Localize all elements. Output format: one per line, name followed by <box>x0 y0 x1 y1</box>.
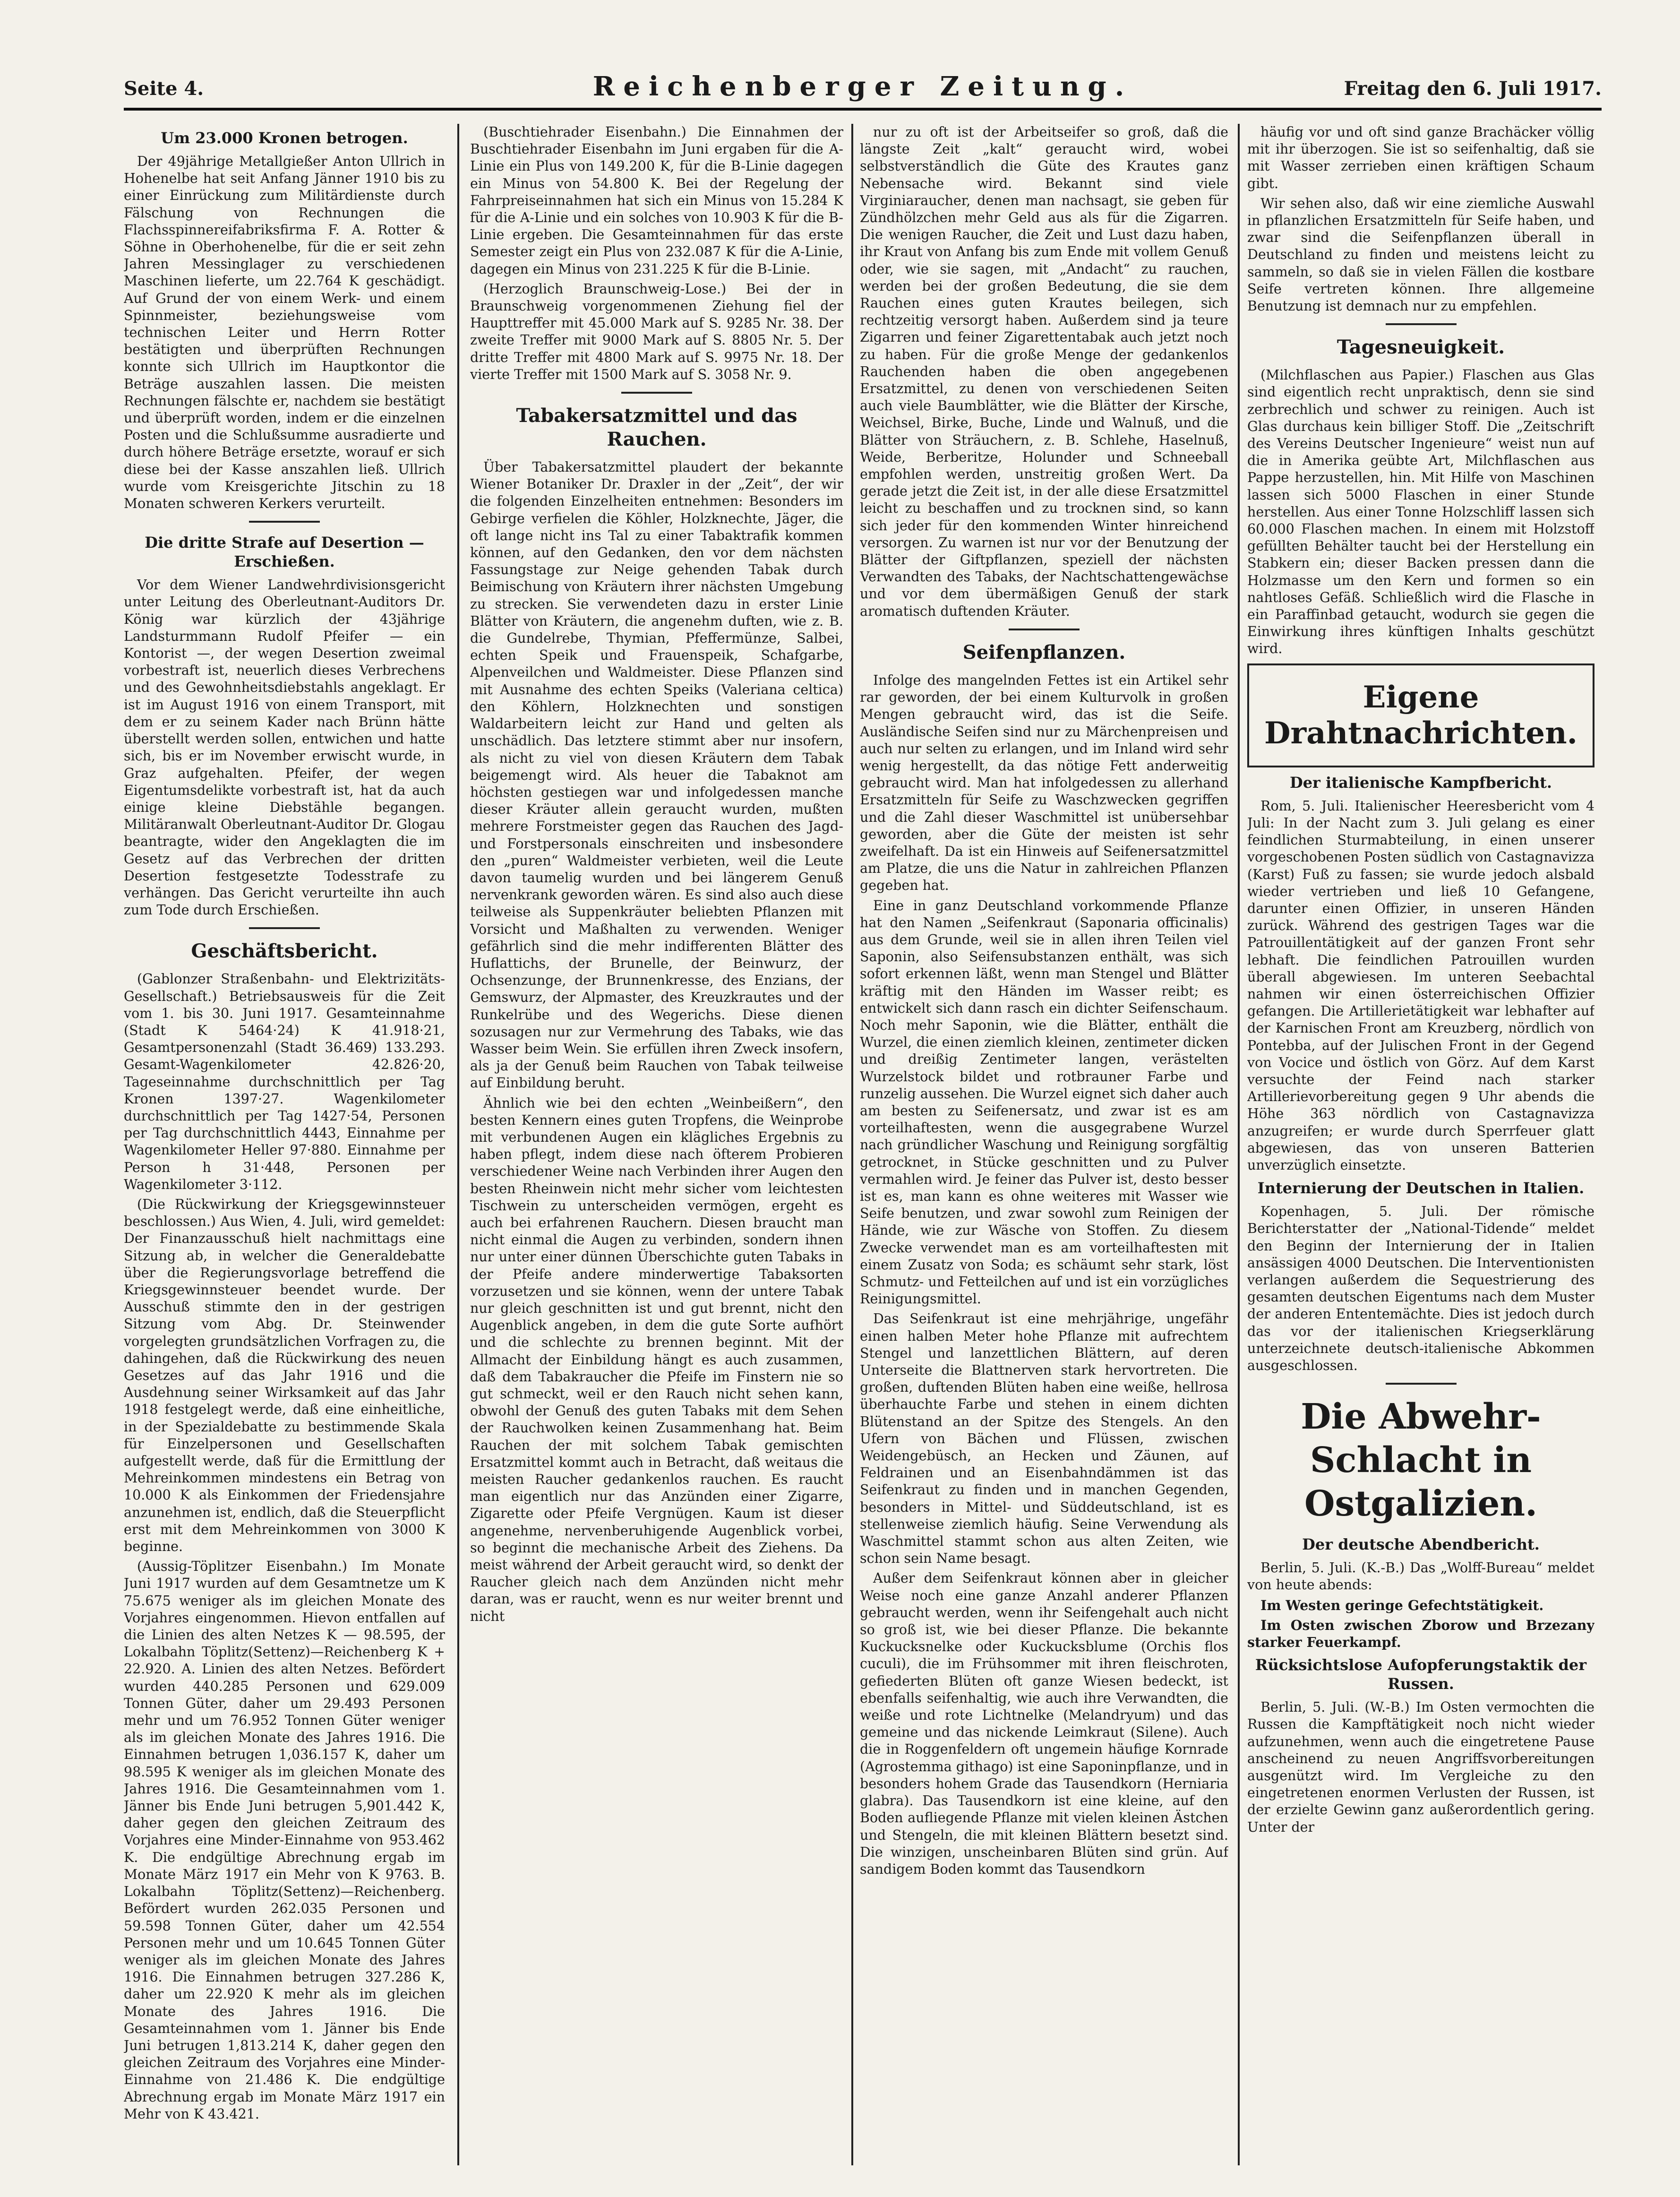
headline-geschaeftsbericht: Geschäftsbericht. <box>191 940 378 963</box>
column-3 <box>860 124 1228 2175</box>
headline-abwehrschlacht: Die Abwehr-Schlacht in Ostgalizien. <box>1301 1396 1541 1525</box>
headline-abendbericht: Der deutsche Abendbericht. <box>1302 1535 1540 1554</box>
headline-internierung: Internierung der Deutschen in Italien. <box>1257 1179 1585 1198</box>
headline-drahtnachrichten: Eigene Drahtnachrichten. <box>1264 679 1577 751</box>
column-4 <box>1247 124 1594 2175</box>
article-internierung: Kopenhagen, 5. Juli. Der römische Berichterstatter der „National-Tidende“ meldet den Beginn der Internierung der in Italien ansässigen 4000 Deutschen. Die Interventionisten verlangen außerdem die Sequestrierung des gesamten deutschen Eigentums nach dem Muster der anderen Ententemächte. Dies ist jedoch durch das vor der italienischen Kriegserklärung unterzeichnete deutsch-italienische Abkommen ausgeschlossen. <box>1247 1204 1594 1373</box>
item-gablonz: (Gablonzer Straßenbahn- und Elektrizitäts-Gesellschaft.) Betriebsausweis für die Zeit vom 1. bis 30. Juni 1917. Gesamteinnahme (Stadt K 5464·24) K 41.918·21, Gesamtpersonenzahl (Stadt 36.469) 133.293. Gesamt-Wagenkilometer 42.826·20, Tageseinnahme durchschnittlich per Tag Kronen 1397·27. Wagenkilometer durchschnittlich per Tag 1427·54, Personen per Tag durchschnittlich 4443, Einnahme per Wagenkilometer Heller 97·880. Einnahme per Person h 31·448, Personen per Wagenkilometer 3·112. <box>124 971 445 1192</box>
article-seifen-6: Wir sehen also, daß wir eine ziemliche Auswahl in pflanzlichen Ersatzmitteln für Seife haben, und zwar sind die Seifenpflanzen überall in Deutschland zu finden und meistens leicht zu sammeln, so daß sie in vielen Fällen die kostbare Seife vertreten können. Ihre allgemeine Benutzung ist demnach nur zu empfehlen. <box>1247 195 1594 314</box>
separator <box>1009 629 1080 630</box>
column-1 <box>124 124 445 2175</box>
article-seifen-4: Außer dem Seifenkraut können aber in gleicher Weise noch eine ganze Anzahl anderer Pflanzen gebraucht werden, wenn ihr Seifengehalt auch nicht so groß ist, wie bei dieser Pflanze. Die bekannte Kuckucksnelke oder Kuckucksblume (Orchis flos cuculi), die im Frühsommer mit ihren fleischroten, gefiederten Blüten oft ganze Wiesen bedeckt, ist ebenfalls seifenhaltig, wie auch ihre Verwandten, die weiße und rote Lichtnelke (Melandryum) und das gemeine und das nickende Leimkraut (Silene). Auch die in Roggenfeldern oft ungemein häufige Kornrade (Agrostemma githago) ist eine Saponinpflanze, und in besonders hohem Grade das Tausendkorn (Herniaria glabra). Das Tausendkorn ist eine kleine, auf den Boden aufliegende Pflanze mit vielen kleinen Ästchen und Stengeln, die mit kleinen Blättern besetzt sind. Die winzigen, unscheinbaren Blüten sind grün. Auf sandigem Boden kommt das Tausendkorn <box>860 1570 1228 1877</box>
article-aufopferungstaktik: Berlin, 5. Juli. (W.-B.) Im Osten vermochten die Russen die Kampftätigkeit noch nicht wieder aufzunehmen, wenn auch die eingetretene Pause anscheinend zu neuen Angriffsvorbereitungen ausgenützt wird. Im Vergleiche zu den eingetretenen enormen Verlusten der Russen, ist der erzielte Gewinn ganz außerordentlich gering. Unter der <box>1247 1699 1594 1835</box>
article-seifen-3: Das Seifenkraut ist eine mehrjährige, ungefähr einen halben Meter hohe Pflanze mit aufrechtem Stengel und lanzettlichen Blättern, auf deren Unterseite die Blattnerven stark hervortreten. Die großen, duftenden Blüten haben eine weiße, hellrosa überhauchte Farbe und stehen in einem dichten Blütenstand an der Spitze des Stengels. An den Ufern von Bächen und Flüssen, zwischen Weidengebüsch, an Hecken und Zäunen, auf Feldrainen und an Eisenbahndämmen ist das Seifenkraut zu finden und in manchen Gegenden, besonders in Mittel- und Süddeutschland, ist es stellenweise ziemlich häufig. Seine Verwendung als Waschmittel stammt schon aus alten Zeiten, wie schon sein Name besagt. <box>860 1311 1228 1567</box>
article-tabak-3: nur zu oft ist der Arbeitseifer so groß, daß die längste Zeit „kalt“ geraucht wird, wobei selbstverständlich die Güte des Krautes ganz Nebensache wird. Bekannt sind viele Virginiaraucher, denen man nachsagt, sie geben für Zündhölzchen mehr Geld aus als für die Zigarren. Die wenigen Raucher, die Zeit und Lust dazu haben, ihr Kraut von Anfang bis zum Ende mit vollem Genuß oder, wie sie sagen, mit „Andacht“ zu rauchen, werden bei der großen Bedeutung, die sie dem Rauchen eines guten Krautes beilegen, sich rechtzeitig versorgt haben. Außerdem sind ja teure Zigarren und feiner Zigarettentabak auch jetzt noch zu haben. Für die große Menge der gedankenlos Rauchenden haben die oben angegebenen Ersatzmittel, zu denen von verschiedenen Seiten auch viele Baumblätter, wie die Blätter der Kirsche, Weichsel, Birke, Buche, Linde und Walnuß, und die Blätter von Sträuchern, z. B. Schlehe, Haselnuß, Weide, Berberitze, Holunder und Schneeball empfohlen werden, unstreitig großen Wert. Da gerade jetzt die Zeit ist, in der alle diese Ersatzmittel leicht zu beschaffen und zu trocknen sind, so kann sich jeder für den kommenden Winter hinreichend versorgen. Zu warnen ist nur vor der Benutzung der Blätter der Giftpflanzen, speziell der nächsten Verwandten des Tabaks, der Nachtschattengewächse und vor dem übermäßigen Genuß der stark aromatisch duftenden Kräuter. <box>860 124 1228 619</box>
article-seifen-1: Infolge des mangelnden Fettes ist ein Artikel sehr rar geworden, der bei einem Kulturvolk in großen Mengen gebraucht wird, das ist die Seife. Ausländische Seifen sind nur zu Märchenpreisen und auch nur selten zu erlangen, und im Inland wird sehr wenig hergestellt, da das nötige Fett anderweitig gebraucht wird. Man hat infolgedessen zu allerhand Ersatzmitteln für Seife zu Waschzwecken gegriffen und die Zahl dieser Waschmittel ist unübersehbar geworden, aber die Güte der meisten ist sehr zweifelhaft. Da ist ein Hinweis auf Seifenersatzmittel am Platze, die uns die Natur in zahlreichen Pflanzen gegeben hat. <box>860 672 1228 894</box>
item-aussig: (Aussig-Töplitzer Eisenbahn.) Im Monate Juni 1917 wurden auf dem Gesamtnetze um K 75.675 weniger als im gleichen Monate des Vorjahres eingenommen. Hievon entfallen auf die Linien des alten Netzes K — 98.595, der Lokalbahn Töplitz(Settenz)—Reichenberg K + 22.920. A. Linien des alten Netzes. Befördert wurden 440.285 Personen und 629.009 Tonnen Güter, daher um 29.493 Personen mehr und um 76.952 Tonnen Güter weniger als im gleichen Monate des Jahres 1916. Die Einnahmen betrugen 1,036.157 K, daher um 98.595 K weniger als im gleichen Monate des Jahres 1916. Die Gesamteinnahmen vom 1. Jänner bis Ende Juni betrugen 5,901.442 K, daher gegen den gleichen Zeitraum des Vorjahres eine Minder-Einnahme von 953.462 K. Die endgültige Abrechnung ergab im Monate März 1917 ein Mehr von K 9763. B. Lokalbahn Töplitz(Settenz)—Reichenberg. Befördert wurden 262.035 Personen und 59.598 Tonnen Güter, daher um 42.554 Personen mehr und um 10.645 Tonnen Güter weniger als im gleichen Monate des Jahres 1916. Die Einnahmen betrugen 327.286 K, daher um 22.920 K mehr als im gleichen Monate des Jahres 1916. Die Gesamteinnahmen vom 1. Jänner bis Ende Juni betrugen 1,813.214 K, daher gegen den gleichen Zeitraum des Vorjahres eine Minder-Einnahme von 21.486 K. Die endgültige Abrechnung ergab im Monate März 1917 ein Mehr von K 43.421. <box>124 1559 445 2122</box>
article-seifen-2: Eine in ganz Deutschland vorkommende Pflanze hat den Namen „Seifenkraut (Saponaria officinalis) aus dem Grunde, weil sie in allen ihren Teilen viel Saponin, also Seifensubstanzen enthält, was sich sofort erkennen läßt, wenn man Stengel und Blätter kräftig mit den Händen im Wasser reibt; es entwickelt sich dann rasch ein dichter Seifenschaum. Noch mehr Saponin, wie die Blätter, enthält die Wurzel, die einen ziemlich kleinen, zentimeter dicken und dreißig Zentimeter langen, verästelten Wurzelstock bildet und rotbrauner Farbe und runzelig aussehen. Die Wurzel eignet sich daher auch am besten zu Seifenersatz, und zwar ist es am vorteilhaftesten, wenn die ausgegrabene Wurzel nach gründlicher Waschung und Reinigung sorgfältig getrocknet, in Stücke geschnitten und zu Pulver vermahlen wird. Je feiner das Pulver ist, desto besser ist es, man kann es ohne weiteres mit Wasser wie Seife benutzen, und zwar sowohl zum Reinigen der Hände, wie zur Wäsche von Stoffen. Zu diesem Zwecke verwendet man es am vorteilhaftesten mit einem Zusatz von Soda; es schäumt sehr stark, löst Schmutz- und Fetteilchen auf und ist ein vorzügliches Reinigungsmittel. <box>860 897 1228 1307</box>
item-rueckwirkung: (Die Rückwirkung der Kriegsgewinnsteuer beschlossen.) Aus Wien, 4. Juli, wird gemeldet: Der Finanzausschuß hielt nachmittags eine Sitzung ab, in welcher die Generaldebatte über die Regierungsvorlage betreffend die Kriegsgewinnsteuer beendet wurde. Der Ausschuß stimmte den in der gestrigen Sitzung vom Abg. Dr. Steinwender vorgelegten grundsätzlichen Vorfragen zu, die dahingehen, daß die Rückwirkung des neuen Gesetzes auf das Jahr 1916 und die Ausdehnung seiner Wirksamkeit auf das Jahr 1918 festgelegt werde, daß eine einheitliche, in der Spezialdebatte zu bestimmende Skala für Einzelpersonen und Gesellschaften aufgestellt werde, daß für die Ermittlung der Mehreinkommen mindestens ein Betrag von 10.000 K als Einkommen der Friedensjahre anzunehmen ist, endlich, daß die Steuerpflicht erst mit dem Mehreinkommen von 3000 K beginne. <box>124 1196 445 1555</box>
column-divider <box>1238 124 1240 2165</box>
separator <box>249 927 320 929</box>
headline-desertion: Die dritte Strafe auf Desertion — Erschießen. <box>145 534 424 571</box>
drahtnachrichten-box <box>1247 663 1594 767</box>
headline-seifen: Seifenpflanzen. <box>962 641 1126 663</box>
article-tabak-2: Ähnlich wie bei den echten „Weinbeißern“, den besten Kennern eines guten Tropfens, die Weinprobe mit verbundenen Augen ein klägliches Ergebnis zu haben pflegt, indem diese nach öfterem Probieren verschiedener Weine nach Verbinden ihrer Augen den besten Rheinwein nicht mehr sicher vom leichtesten Tischwein zu unterscheiden vermögen, ergeht es auch bei erfahrenen Rauchern. Diesen braucht man nicht einmal die Augen zu verbinden, sondern ihnen nur unter einer dünnen Überschichte guten Tabaks in der Pfeife andere minderwertige Tabaksorten vorzusetzen und sie können, wenn der untere Tabak nur gleich geschnitten ist und gut brennt, nicht den Augenblick angeben, in dem die gute Sorte aufhört und die schlechte zu brennen beginnt. Mit der Allmacht der Einbildung hängt es auch zusammen, daß dem Tabakraucher die Pfeife im Finstern nie so gut schmeckt, weil er den Rauch nicht sehen kann, obwohl der Genuß des guten Tabaks mit dem Sehen der Rauchwolken keinen Zusammenhang hat. Beim Rauchen der mit solchem Tabak gemischten Ersatzmittel kommt auch in Betracht, daß weitaus die meisten Raucher gedankenlos rauchen. Es raucht man eigentlich nur das Anzünden einer Zigarre, Zigarette oder Pfeife Vergnügen. Kaum ist dieser angenehme, nervenberuhigende Augenblick vorbei, so beginnt die mechanische Arbeit des Ziehens. Da meist während der Arbeit geraucht wird, so denkt der Raucher gleich nach dem Anzünden nicht mehr daran, was er raucht, wenn es nur weiter brennt und nicht <box>470 1095 843 1624</box>
column-2 <box>470 124 843 2175</box>
article-desertion: Vor dem Wiener Landwehrdivisionsgericht unter Leitung des Oberleutnant-Auditors Dr. König war kürzlich der 43jährige Landsturmmann Rudolf Pfeifer — ein Kontorist —, der wegen Desertion zweimal vorbestraft ist, neuerlich dieses Verbrechens und des Gewohnheitsdiebstahls angeklagt. Er ist im August 1916 von einem Transport, mit dem er zu seinem Kader nach Brünn hätte überstellt werden sollen, entwichen und hatte sich, bis er im November erwischt wurde, in Graz aufgehalten. Pfeifer, der wegen Eigentumsdelikte vorbestraft ist, hat da auch einige kleine Diebstähle begangen. Militäranwalt Oberleutnant-Auditor Dr. Glogau beantragte, wider den Angeklagten die im Gesetz auf das Verbrechen der dritten Desertion festgesetzte Todesstrafe zu verhängen. Das Gericht verurteilte ihn auch zum Tode durch Erschießen. <box>124 577 445 918</box>
article-italienischer-bericht: Rom, 5. Juli. Italienischer Heeresbericht vom 4 Juli: In der Nacht zum 3. Juli gelang es einer feindlichen Sturmabteilung, in einen unserer vorgeschobenen Posten südlich von Castagnavizza (Karst) Fuß zu fassen; sie wurde jedoch alsbald wieder vertrieben und ließ 10 Gefangene, darunter einen Offizier, in unseren Händen zurück. Während des gestrigen Tages war die Patrouillentätigkeit auf der ganzen Front sehr lebhaft. Die feindlichen Patrouillen wurden überall abgewiesen. Im unteren Seebachtal nahmen wir einen österreichischen Offizier gefangen. Die Artillerietätigkeit war lebhafter auf der Karnischen Front am Kreuzberg, nördlich von Pontebba, auf der Julischen Front in der Gegend von Vocice und östlich von Görz. Auf dem Karst versuchte der Feind nach starker Artillerievorbereitung gegen 9 Uhr abends die Höhe 363 nördlich von Castagnavizza anzugreifen; er wurde durch Sperrfeuer glatt abgewiesen, das von unseren Batterien unverzüglich einsetzte. <box>1247 798 1594 1173</box>
item-buschtiehrad: (Buschtiehrader Eisenbahn.) Die Einnahmen der Buschtiehrader Eisenbahn im Juni ergaben für die A-Linie ein Plus von 149.200 K, für die B-Linie dagegen ein Minus von 54.800 K. Bei der Regelung der Fahrpreiseinnahmen hat sich ein Minus von 15.284 K für die A-Linie und ein solches von 10.903 K für die B-Linie ergeben. Die Gesamteinnahmen für das erste Semester zeigt ein Plus von 232.087 K für die A-Linie, dagegen ein Minus von 231.225 K für die B-Linie. <box>470 124 843 277</box>
headline-aufopferungstaktik: Rücksichtslose Aufopferungstaktik der Russen. <box>1255 1656 1587 1693</box>
report-westen: Im Westen geringe Gefechtstätigkeit. <box>1260 1597 1544 1613</box>
article-seifen-5: häufig vor und oft sind ganze Brachäcker völlig mit ihr überzogen. Sie ist so seifenhaltig, daß sie mit Wasser zerrieben einen kräftigen Schaum gibt. <box>1247 124 1594 191</box>
headline-italienischer-bericht: Der italienische Kampfbericht. <box>1289 773 1552 792</box>
separator <box>249 521 320 523</box>
column-divider <box>851 124 853 2165</box>
headline-tabak: Tabakersatzmittel und das Rauchen. <box>516 405 797 451</box>
article-milchflaschen: (Milchflaschen aus Papier.) Flaschen aus Glas sind eigentlich recht unpraktisch, denn sie sind zerbrechlich und schwer zu reinigen. Auch ist Glas durchaus kein billiger Stoff. Die „Zeitschrift des Vereins Deutscher Ingenieure“ weist nun auf die in Amerika geübte Art, Milchflaschen aus Pappe herzustellen, hin. Mit Hilfe von Maschinen lassen sich 5000 Flaschen in einer Stunde herstellen. Aus einer Tonne Holzschliff lassen sich 60.000 Flaschen machen. In einem mit Holzstoff gefüllten Behälter taucht bei der Herstellung ein Stabkern ein; dieser Backen pressen dann die Holzmasse um den Kern und formen so ein nahtloses Gefäß. Schließlich wird die Flasche in ein Paraffinbad getaucht, wodurch sie gegen die Einwirkung ihres künftigen Inhalts geschützt wird. <box>1247 367 1594 657</box>
article-tabak-1: Über Tabakersatzmittel plaudert der bekannte Wiener Botaniker Dr. Draxler in der „Zeit“, der wir die folgenden Einzelheiten entnehmen: Besonders im Gebirge verfielen die Köhler, Holzknechte, Jäger, die oft lange nicht ins Tal zu einer Tabaktrafik kommen können, auf den Gedanken, den vor dem nächsten Fassungstage zur Neige gehenden Tabak durch Beimischung von Kräutern ihrer nächsten Umgebung zu strecken. Sie verwendeten dazu in erster Linie Blätter von Kräutern, die angenehm duften, wie z. B. die Gundelrebe, Thymian, Pfeffermünze, Salbei, echten Speik und Frauenspeik, Schafgarbe, Alpenveilchen und Waldmeister. Diese Pflanzen sind mit Ausnahme des echten Speiks (Valeriana celtica) den Köhlern, Holzknechten und sonstigen Waldarbeitern leicht zur Hand und gelten als unschädlich. Das letztere stimmt aber nur insofern, als nicht zu viel von diesen Kräutern dem Tabak beigemengt wird. Als heuer die Tabaknot am höchsten gestiegen war und infolgedessen manche dieser Kräuter allein geraucht wurden, mußten mehrere Forstmeister gegen das Rauchen des Jagd- und Forstpersonals einschreiten und insbesondere den „puren“ Waldmeister verbieten, weil die Leute davon taumelig wurden und bei längerem Genuß nervenkrank geworden wären. Es sind also auch diese teilweise als Suppenkräuter beliebten Pflanzen mit Vorsicht und Maßhalten zu verwenden. Weniger gefährlich sind die mehr indifferenten Blätter des Huflattichs, der Brunelle, der Beinwurz, der Ochsenzunge, der Brunnenkresse, des Enzians, der Gemswurz, der Alpmaster, des Kreuzkrautes und der Runkelrübe und des Wegerichs. Diese dienen sozusagen nur zur Vermehrung des Tabaks, wie das Wasser beim Wein. Sie erfüllen ihren Zweck insofern, als ja der Genuß beim Rauchen von Tabak teilweise auf Einbildung beruht. <box>470 459 843 1091</box>
headline-tagesneuigkeit: Tagesneuigkeit. <box>1337 336 1505 359</box>
page-number: Seite 4. <box>124 78 204 100</box>
separator <box>1386 1383 1457 1385</box>
item-braunschweig: (Herzoglich Braunschweig-Lose.) Bei der in Braunschweig vorgenommenen Ziehung fiel der Haupttreffer mit 45.000 Mark auf S. 9285 Nr. 38. Der zweite Treffer mit 9000 Mark auf S. 8805 Nr. 5. Der dritte Treffer mit 4800 Mark auf S. 9975 Nr. 18. Der vierte Treffer mit 1500 Mark auf S. 3058 Nr. 9. <box>470 281 843 382</box>
separator <box>621 392 692 394</box>
column-divider <box>457 124 459 2165</box>
header-rule <box>124 108 1602 111</box>
headline-betrug: Um 23.000 Kronen betrogen. <box>161 129 408 147</box>
issue-date: Freitag den 6. Juli 1917. <box>1344 78 1602 100</box>
separator <box>1386 323 1457 325</box>
article-abendbericht: Berlin, 5. Juli. (K.-B.) Das „Wolff-Bureau“ meldet von heute abends: <box>1247 1560 1594 1593</box>
article-betrug: Der 49jährige Metallgießer Anton Ullrich in Hohenelbe hat seit Anfang Jänner 1910 bis zu einer Einrückung zum Militärdienste durch Fälschung von Rechnungen die Flachsspinnereifabriksfirma F. A. Rotter & Söhne in Oberhohenelbe, für die er seit zehn Jahren Messinglager zu verschiedenen Maschinen lieferte, um 22.764 K geschädigt. Auf Grund der von einem Werk- und einem Spinnmeister, beziehungsweise vom technischen Leiter und Herrn Rotter bestätigten und überprüften Rechnungen konnte sich Ullrich im Hauptkontor die Beträge auszahlen lassen. Die meisten Rechnungen fälschte er, nachdem sie bestätigt und überprüft worden, indem er die einzelnen Posten und die Schlußsumme ausradierte und durch höhere Beträge ersetzte, worauf er sich diese bei der Kasse anszahlen ließ. Ullrich wurde vom Kreisgerichte Jitschin zu 18 Monaten schweren Kerkers verurteilt. <box>124 154 445 512</box>
report-osten: Im Osten zwischen Zborow und Brzezany starker Feuerkampf. <box>1247 1617 1594 1650</box>
page-header <box>124 71 1602 104</box>
masthead: Reichenberger Zeitung. <box>592 71 1133 102</box>
